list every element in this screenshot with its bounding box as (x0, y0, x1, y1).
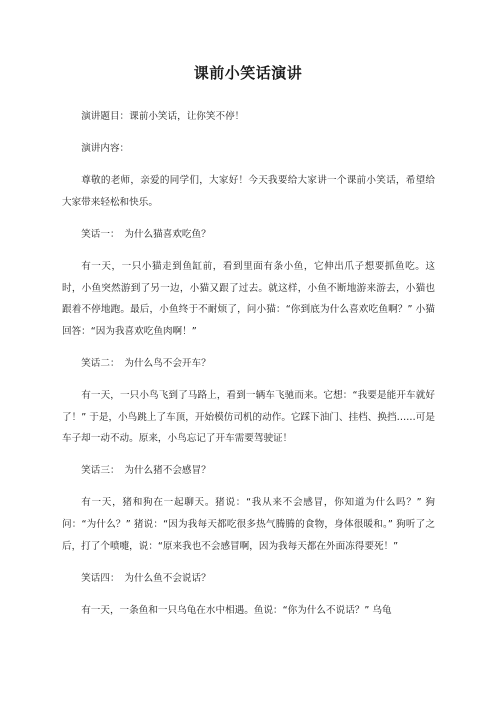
page-title: 课前小笑话演讲 (193, 64, 303, 82)
joke-4-heading: 笑话四： 为什么鱼不会说话？ (81, 572, 211, 584)
joke-3-body: 有一天，猪和狗在一起聊天。猪说：“我从来不会感冒，你知道为什么吗？” 狗问：“为什么？” 猪说：“因为我每天都吃很多热气腾腾的食物，身体很暖和。” 狗听了之后，打了个喷嚏，说：“原来我也不会感冒啊，因为我每天都在外面冻得要死！” (62, 497, 435, 552)
joke-3-heading: 笑话三： 为什么猪不会感冒？ (81, 465, 211, 477)
opening-paragraph: 尊敬的老师，亲爱的同学们，大家好！今天我要给大家讲一个课前小笑话，希望给大家带来轻松和快乐。 (62, 175, 435, 208)
joke-2-body: 有一天，一只小鸟飞到了马路上，看到一辆车飞驰而来。它想：“我要是能开车就好了！” 于是，小鸟跳上了车顶，开始模仿司机的动作。它踩下油门、挂档、换挡……可是车子却一动不动。原来，小鸟忘记了开车需要驾驶证！ (62, 389, 435, 445)
joke-4-body: 有一天，一条鱼和一只乌龟在水中相遇。鱼说：“你为什么不说话？” 乌龟 (81, 604, 392, 616)
speech-content-label: 演讲内容： (81, 143, 130, 155)
speech-topic: 演讲题目：课前小笑话，让你笑不停！ (81, 111, 245, 122)
document-body (62, 106, 435, 632)
joke-2-heading: 笑话二： 为什么鸟不会开车？ (81, 357, 211, 369)
joke-1-body: 有一天，一只小猫走到鱼缸前，看到里面有条小鱼，它伸出爪子想要抓鱼吃。这时，小鱼突然游到了另一边，小猫又跟了过去。就这样，小鱼不断地游来游去，小猫也跟着不停地跑。最后，小鱼终于不耐烦了，问小猫：“你到底为什么喜欢吃鱼啊？” 小猫回答：“因为我喜欢吃鱼肉啊！” (62, 260, 435, 337)
joke-1-heading: 笑话一： 为什么猫喜欢吃鱼？ (81, 228, 211, 240)
